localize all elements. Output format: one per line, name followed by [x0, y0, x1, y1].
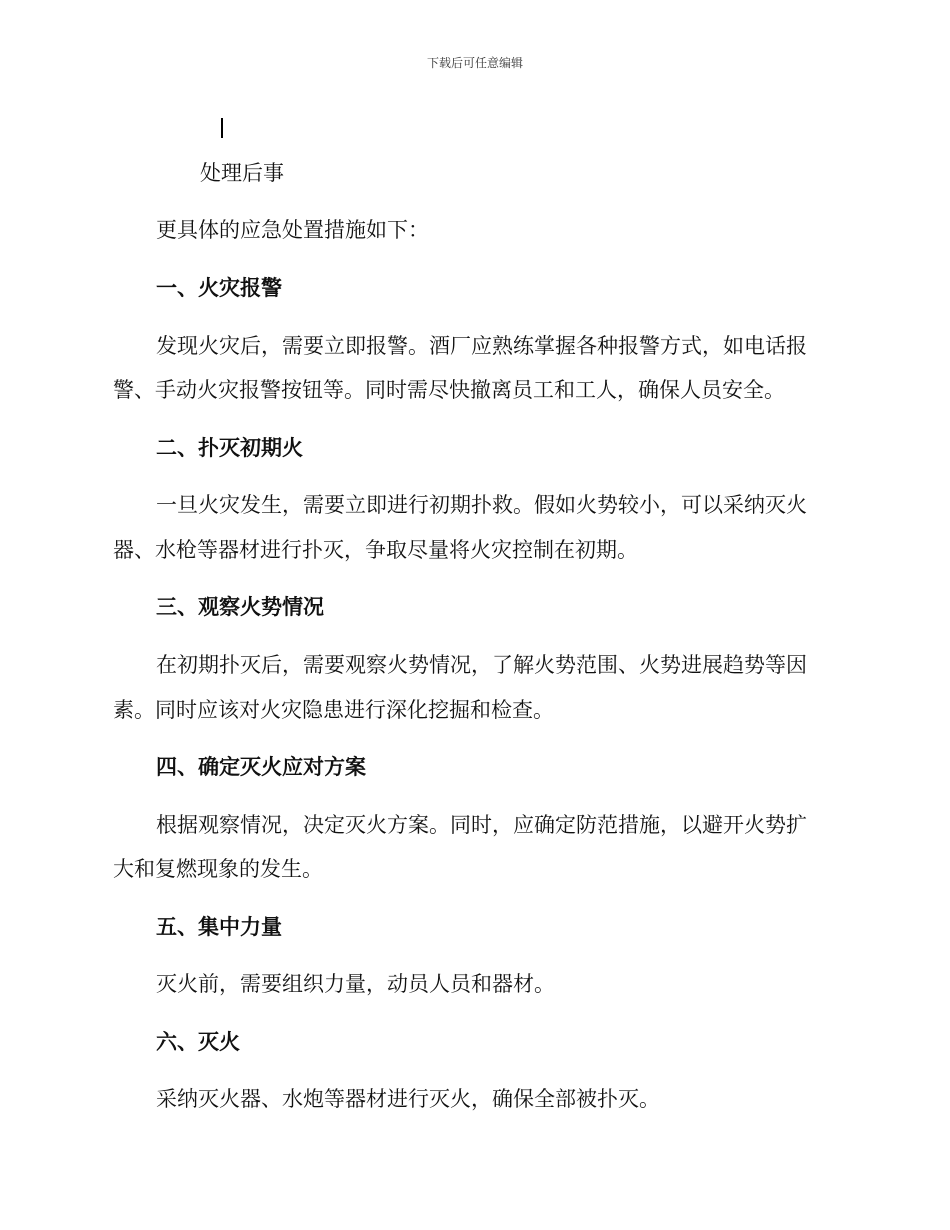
page-header: 下载后可任意编辑: [426, 56, 523, 70]
section-heading: 五、集中力量: [156, 915, 282, 939]
section-heading: 六、灭火: [156, 1030, 240, 1054]
paragraph-line: 器、水枪等器材进行扑灭，争取尽量将火灾控制在初期。: [113, 538, 638, 562]
paragraph-line: 灭火前，需要组织力量，动员人员和器材。: [156, 972, 555, 996]
paragraph-line: 在初期扑灭后，需要观察火势情况，了解火势范围、火势进展趋势等因: [156, 653, 807, 677]
paragraph-line: 发现火灾后，需要立即报警。酒厂应熟练掌握各种报警方式，如电话报: [156, 334, 807, 358]
paragraph-line: 素。同时应该对火灾隐患进行深化挖掘和检查。: [113, 698, 554, 722]
paragraph-line: 大和复燃现象的发生。: [113, 857, 323, 881]
paragraph-line: 根据观察情况，决定灭火方案。同时，应确定防范措施，以避开火势扩: [156, 813, 807, 837]
paragraph-line: 一旦火灾发生，需要立即进行初期扑救。假如火势较小，可以采纳灭火: [156, 493, 807, 517]
section-heading: 四、确定灭火应对方案: [156, 755, 366, 779]
paragraph-line: 采纳灭火器、水炮等器材进行灭火，确保全部被扑灭。: [156, 1087, 660, 1111]
intro-lead: 更具体的应急处置措施如下：: [156, 218, 429, 242]
intro-item: 处理后事: [200, 161, 284, 185]
section-heading: 二、扑灭初期火: [156, 436, 303, 460]
paragraph-line: 警、手动火灾报警按钮等。同时需尽快撤离员工和工人，确保人员安全。: [113, 378, 785, 402]
text-cursor: [221, 118, 223, 138]
section-heading: 三、观察火势情况: [156, 595, 324, 619]
section-heading: 一、火灾报警: [156, 276, 282, 300]
